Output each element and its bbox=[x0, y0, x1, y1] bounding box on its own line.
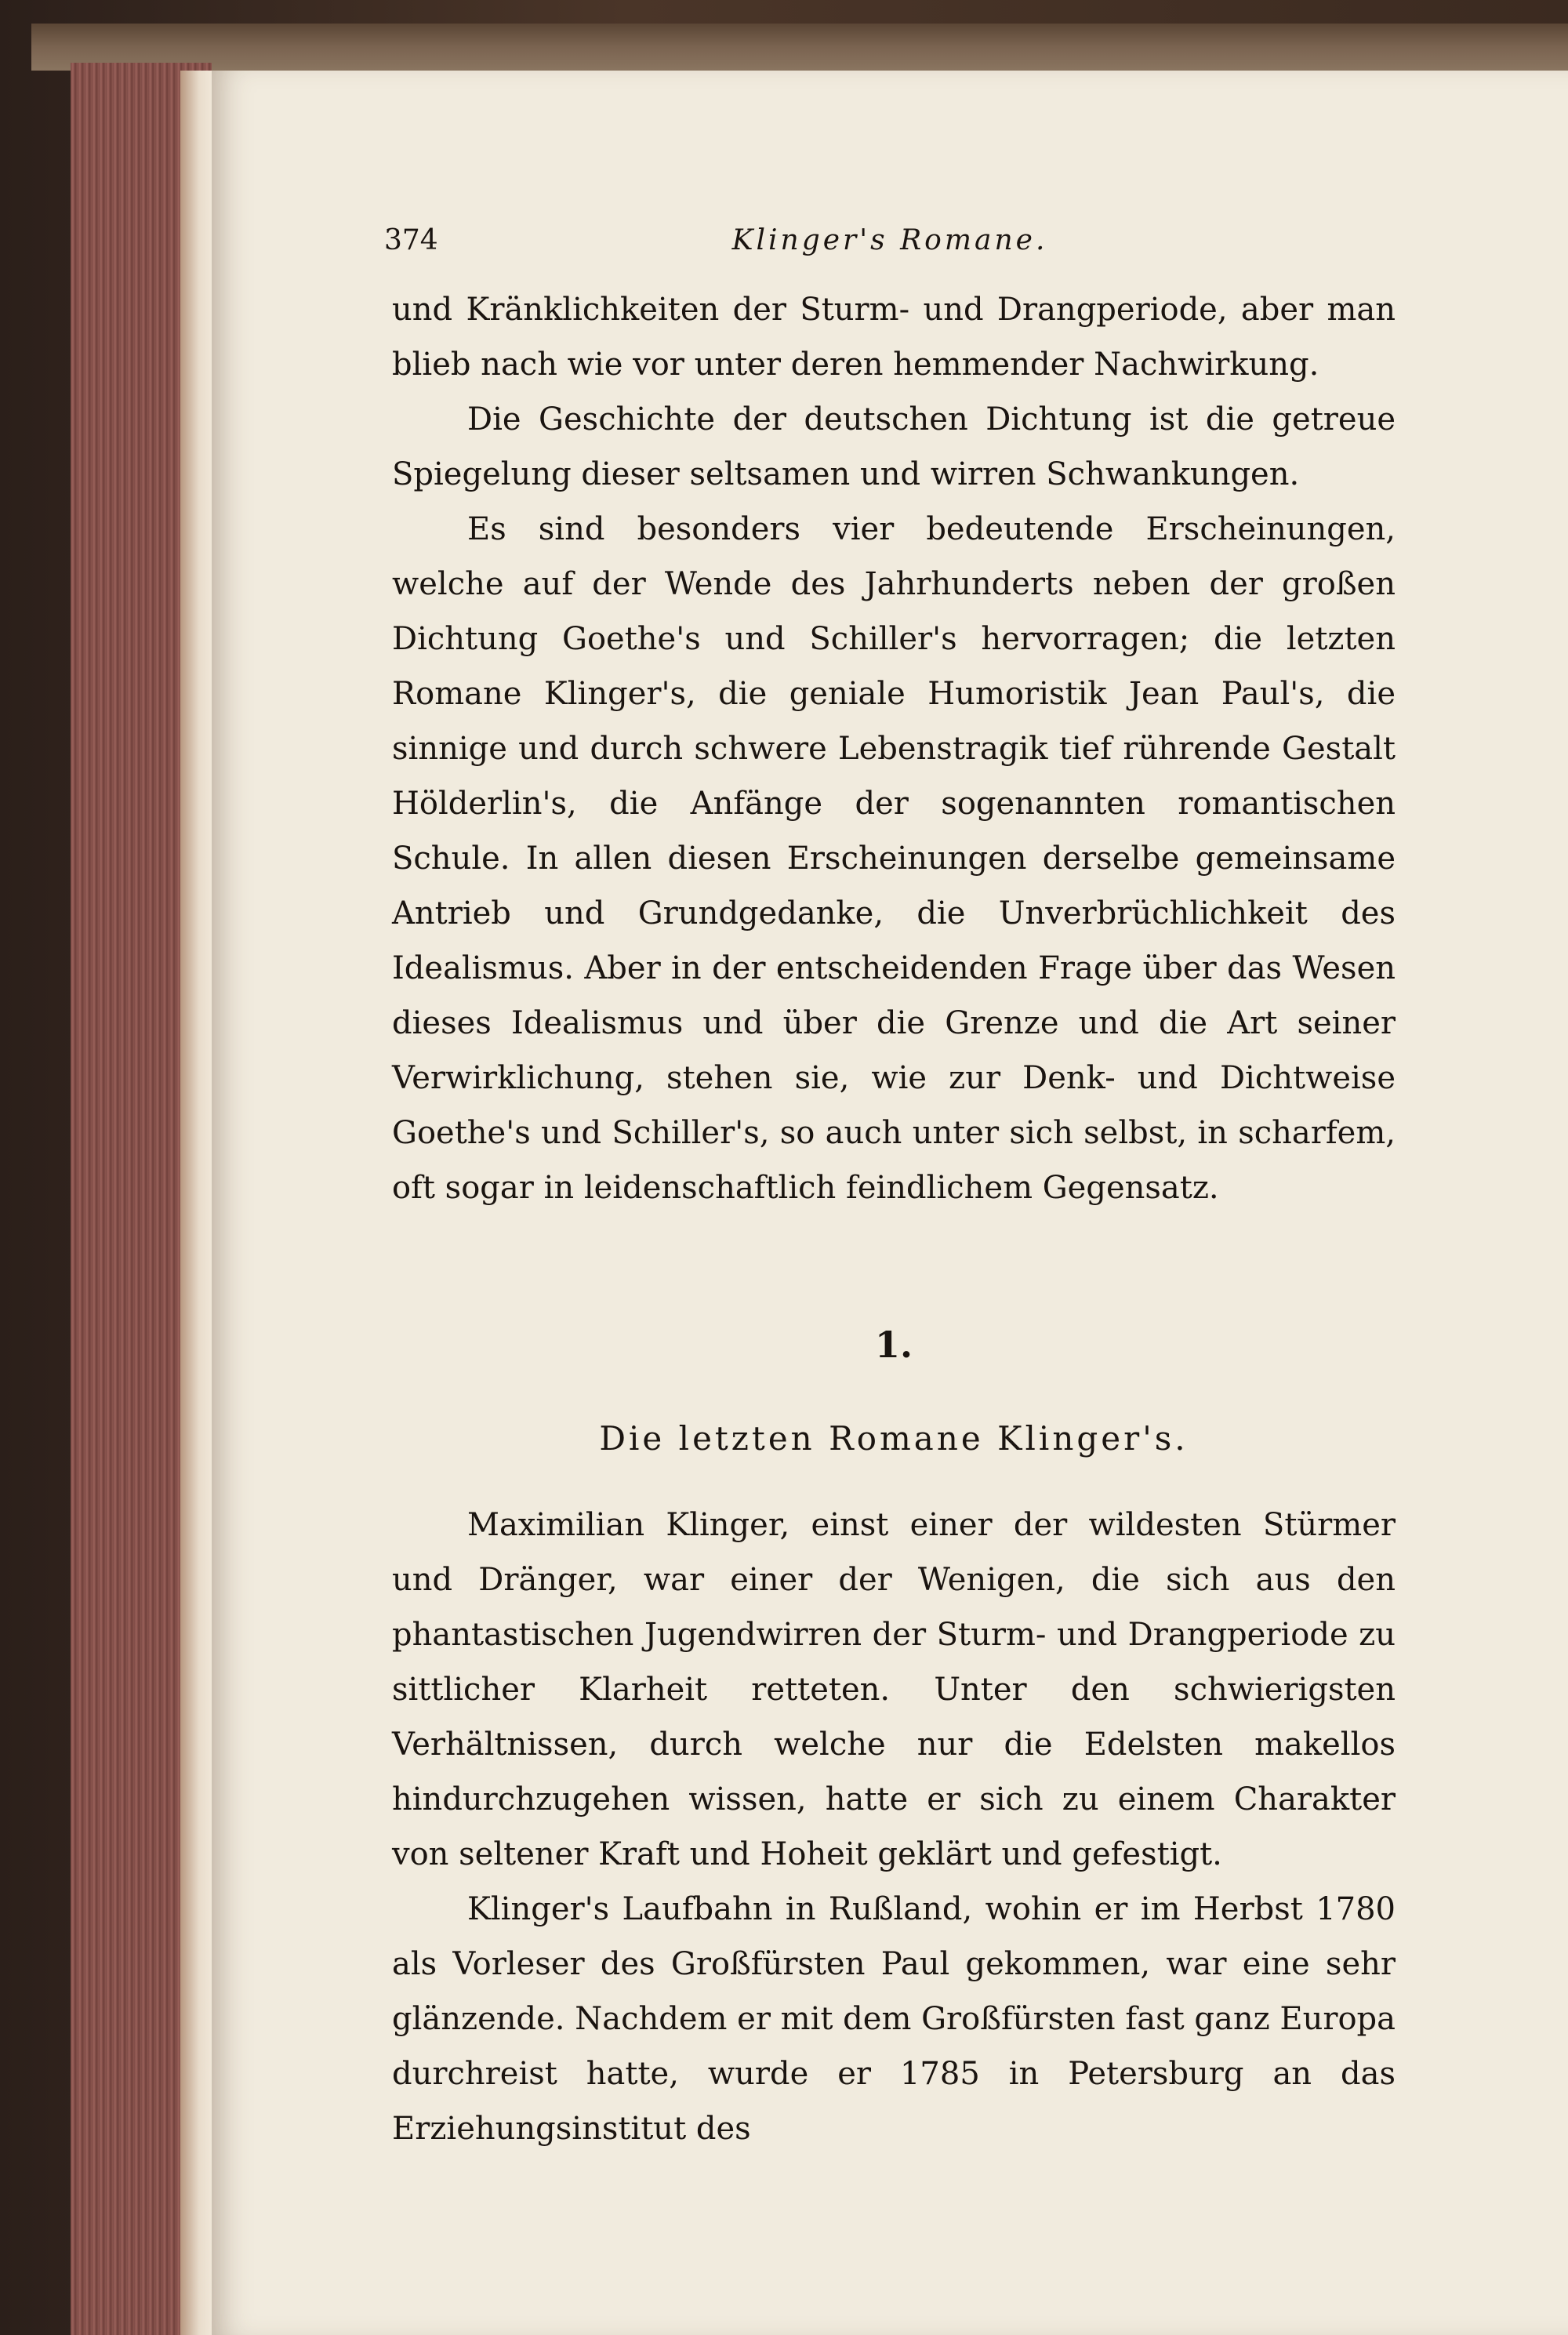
page-edge-cream bbox=[180, 71, 212, 2335]
paragraph: und Kränklichkeiten der Sturm- und Drangperiode, aber man blieb nach wie vor unter deren hemmender Nachwirkung. bbox=[392, 292, 1396, 383]
paragraph: Maximilian Klinger, einst einer der wildesten Stürmer und Dränger, war einer der Wenigen, die sich aus den phantastischen Jugendwirren der Sturm- und Drangperiode zu sittlicher Klarheit retteten. Unter den schwierigsten Verhältnissen, durch welche nur die Edelsten makellos hindurchzugehen wissen, hatte er sich zu einem Charakter von seltener Kraft und Hoheit geklärt und gefestigt. bbox=[392, 1507, 1396, 1872]
running-head: Klinger's Romane. bbox=[731, 224, 1048, 256]
book-binding-top bbox=[31, 24, 1568, 71]
page-header bbox=[384, 220, 1396, 267]
paragraph: Die Geschichte der deutschen Dichtung ist die getreue Spiegelung dieser seltsamen und wirren Schwankungen. bbox=[392, 401, 1396, 492]
page-number: 374 bbox=[384, 224, 438, 256]
section-title: Die letzten Romane Klinger's. bbox=[599, 1419, 1189, 1458]
body-text bbox=[392, 282, 1396, 2156]
section-number: 1. bbox=[874, 1324, 913, 1366]
paragraph: Klinger's Laufbahn in Rußland, wohin er im Herbst 1780 als Vorleser des Großfürsten Paul gekommen, war eine sehr glänzende. Nachdem er mit dem Großfürsten fast ganz Europa durchreist hatte, wurde er 1785 in Petersburg an das Erziehungsinstitut des bbox=[392, 1891, 1396, 2147]
paragraph: Es sind besonders vier bedeutende Erscheinungen, welche auf der Wende des Jahrhunderts neben der großen Dichtung Goethe's und Schiller's hervorragen; die letzten Romane Klinger's, die geniale Humoristik Jean Paul's, die sinnige und durch schwere Lebenstragik tief rührende Gestalt Hölderlin's, die Anfänge der sogenannten romantischen Schule. In allen diesen Erscheinungen derselbe gemeinsame Antrieb und Grundgedanke, die Unverbrüchlichkeit des Idealismus. Aber in der entscheidenden Frage über das Wesen dieses Idealismus und über die Grenze und die Art seiner Verwirklichung, stehen sie, wie zur Denk- und Dichtweise Goethe's und Schiller's, so auch unter sich selbst, in scharfem, oft sogar in leidenschaftlich feindlichem Gegensatz. bbox=[392, 511, 1396, 1206]
